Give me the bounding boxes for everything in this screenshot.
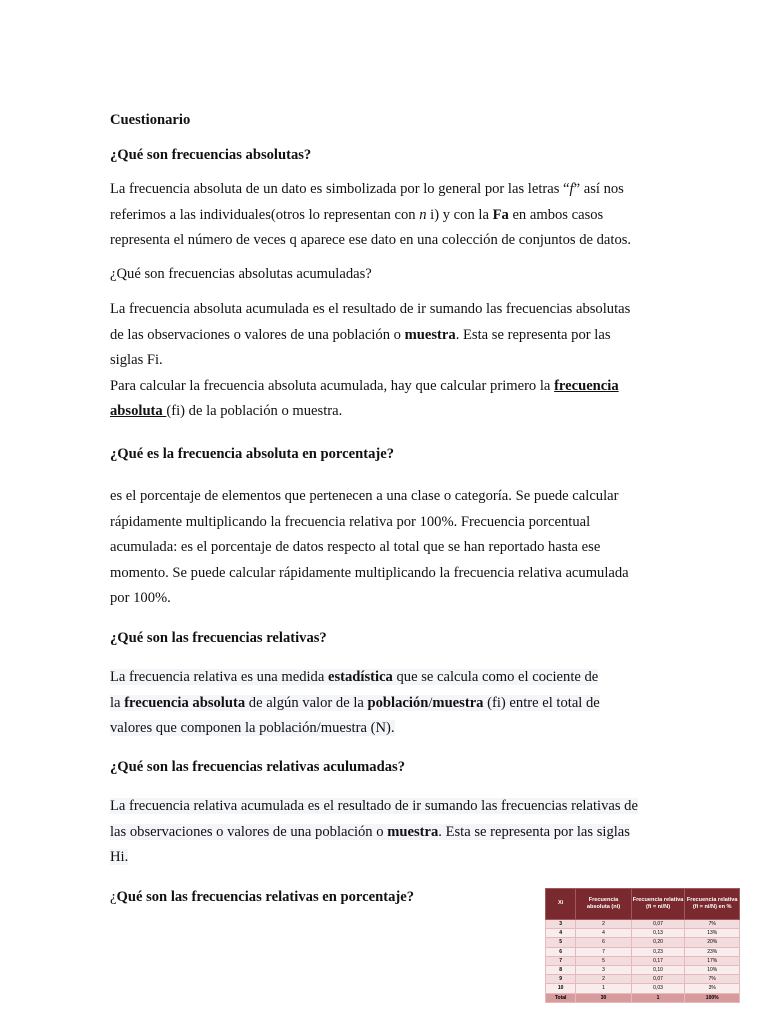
table-cell: 2 (576, 975, 631, 984)
question-6-heading: ¿Qué son las frecuencias relativas en porcentaje? (110, 889, 415, 905)
table-cell: 0,23 (631, 947, 685, 956)
table-cell: 1 (576, 984, 631, 993)
table-cell: 30 (576, 993, 631, 1002)
question-3-heading: ¿Qué es la frecuencia absoluta en porcentaje? (110, 446, 395, 462)
table-row (546, 966, 740, 975)
table-row (546, 929, 740, 938)
table-header-xi: Xi (546, 889, 576, 920)
table-cell: 0,03 (631, 984, 685, 993)
table-cell: 3 (576, 966, 631, 975)
table-cell: 0,17 (631, 956, 685, 965)
table-cell: 23% (685, 947, 740, 956)
table-cell: 7% (685, 975, 740, 984)
table-cell: 5 (546, 938, 576, 947)
table-cell: 7% (685, 920, 740, 929)
question-4-heading: ¿Qué son las frecuencias relativas? (110, 630, 327, 646)
table-cell: 2 (576, 920, 631, 929)
table-cell: 6 (546, 947, 576, 956)
table-row (546, 984, 740, 993)
table-cell: 0,10 (631, 966, 685, 975)
table-row (546, 947, 740, 956)
question-5-heading: ¿Qué son las frecuencias relativas aculumadas? (110, 759, 405, 775)
table-cell: 4 (546, 929, 576, 938)
table-cell: Total (546, 993, 576, 1002)
table-cell: 17% (685, 956, 740, 965)
table-cell: 0,07 (631, 975, 685, 984)
table-cell: 13% (685, 929, 740, 938)
table-cell: 0,20 (631, 938, 685, 947)
question-4-answer: La frecuencia relativa es una medida estadística que se calcula como el cociente de la frecuencia absoluta de algún valor de la población/muestra (fi) entre el total de valores que componen la población/muestra (N). (110, 669, 600, 736)
table-header-relative: Frecuencia relativa (fi = ni/N) (631, 889, 685, 920)
table-row (546, 920, 740, 929)
document-title: Cuestionario (110, 112, 191, 128)
table-cell: 5 (576, 956, 631, 965)
table-cell: 3% (685, 984, 740, 993)
table-cell: 9 (546, 975, 576, 984)
question-5-answer: La frecuencia relativa acumulada es el resultado de ir sumando las frecuencias relativas de las observaciones o valores de una población o muestra. Esta se representa por las siglas Hi. (110, 798, 638, 865)
table-cell: 4 (576, 929, 631, 938)
table-cell: 0,07 (631, 920, 685, 929)
table-row (546, 938, 740, 947)
table-cell: 7 (546, 956, 576, 965)
question-3-answer: es el porcentaje de elementos que pertenecen a una clase o categoría. Se puede calcular rápidamente multiplicando la frecuencia relativa por 100%. Frecuencia porcentual acumulada: es el porcentaje de datos respecto al total que se han reportado hasta ese momento. Se puede calcular rápidamente multiplicando la frecuencia relativa acumulada por 100%. (110, 488, 629, 606)
table-cell: 1 (631, 993, 685, 1002)
table-cell: 10% (685, 966, 740, 975)
table-cell: 7 (576, 947, 631, 956)
table-cell: 6 (576, 938, 631, 947)
question-2-heading: ¿Qué son frecuencias absolutas acumuladas? (110, 266, 372, 282)
table-header-row (546, 889, 740, 920)
frequency-table (545, 888, 740, 1003)
question-1-heading: ¿Qué son frecuencias absolutas? (110, 147, 312, 163)
table-cell: 0,13 (631, 929, 685, 938)
table-row (546, 975, 740, 984)
table-cell: 8 (546, 966, 576, 975)
table-header-percent: Frecuencia relativa (fi = ni/N) en % (685, 889, 740, 920)
table-total-row (546, 993, 740, 1002)
table-cell: 10 (546, 984, 576, 993)
question-1-answer: La frecuencia absoluta de un dato es simbolizada por lo general por las letras “f” así nos referimos a las individuales(otros lo representan con n i) y con la Fa en ambos casos representa el número de veces q aparece ese dato en una colección de conjuntos de datos. (110, 181, 632, 248)
table-header-absolute: Frecuencia absoluta (ni) (576, 889, 631, 920)
question-2-answer: La frecuencia absoluta acumulada es el resultado de ir sumando las frecuencias absolutas de las observaciones o valores de una población o muestra. Esta se representa por las siglas Fi. Para calcular la frecuencia absoluta acumulada, hay que calcular primero la frecuencia absoluta (fi) de la población o muestra. (110, 301, 631, 419)
table-cell: 3 (546, 920, 576, 929)
table-cell: 20% (685, 938, 740, 947)
table-cell: 100% (685, 993, 740, 1002)
table-row (546, 956, 740, 965)
